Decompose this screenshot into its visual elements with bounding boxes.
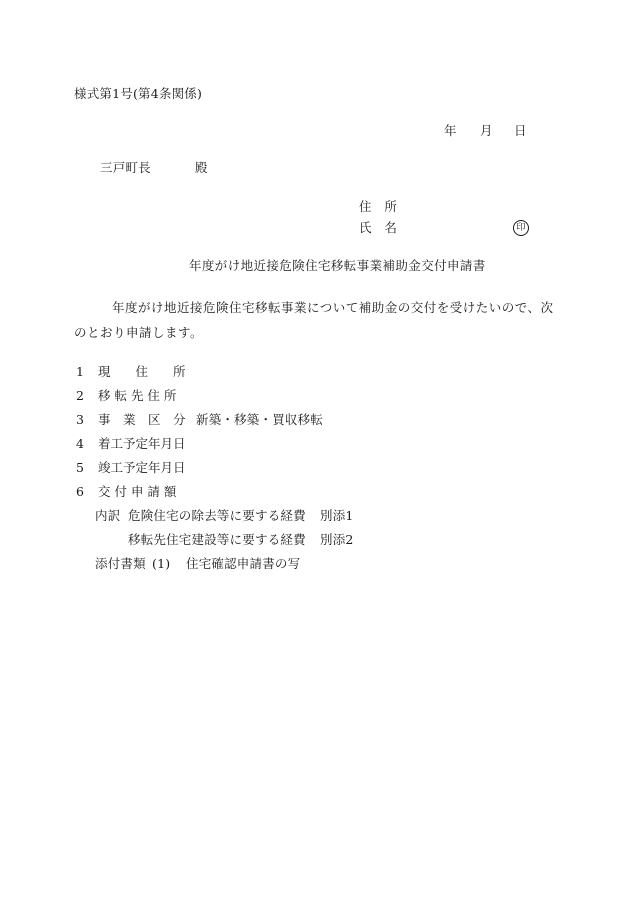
applicant-address-label: 住 所 (359, 199, 398, 214)
seal-mark (513, 219, 529, 236)
breakdown-label: 内訳 (95, 508, 121, 523)
item-label: 交 付 申 請 額 (98, 484, 177, 499)
list-item (76, 484, 196, 500)
date-day-label: 日 (514, 123, 527, 138)
seal-icon: 印 (513, 220, 529, 236)
item-label: 事 業 区 分 (98, 412, 186, 427)
list-item (76, 388, 196, 404)
item-number: 6 (76, 484, 85, 499)
list-item (76, 412, 323, 428)
breakdown-line2-ref: 別添2 (320, 532, 354, 547)
date-month-label: 月 (480, 123, 493, 138)
item-number: 4 (76, 436, 85, 451)
list-item (76, 460, 196, 476)
project-type-options: 新築・移築・買収移転 (196, 412, 324, 427)
breakdown-line1-text: 危険住宅の除去等に要する経費 (128, 508, 306, 523)
list-item (76, 364, 196, 380)
breakdown-line1-ref: 別添1 (320, 508, 354, 523)
list-item (76, 436, 196, 452)
item-label: 現 住 所 (98, 364, 186, 379)
document-title: 年度がけ地近接危険住宅移転事業補助金交付申請書 (189, 258, 486, 273)
attachments-label: 添付書類 (95, 556, 146, 571)
item-label: 着工予定年月日 (98, 436, 186, 451)
breakdown-line2-text: 移転先住宅建設等に要する経費 (128, 532, 306, 547)
applicant-name-label: 氏 名 (359, 220, 398, 235)
item-label: 移 転 先 住 所 (98, 388, 177, 403)
attachment-item-number: (1) (152, 556, 171, 571)
form-number: 様式第1号(第4条関係) (74, 86, 203, 101)
item-label: 竣工予定年月日 (98, 460, 186, 475)
application-statement: 年度がけ地近接危険住宅移転事業について補助金の交付を受けたいので、次のとおり申請します。 (74, 300, 554, 340)
attachment-item-text: 住宅確認申請書の写 (186, 556, 301, 571)
date-year-label: 年 (444, 123, 457, 138)
addressee-honorific: 殿 (195, 160, 208, 175)
item-number: 1 (76, 364, 85, 379)
item-number: 5 (76, 460, 85, 475)
item-number: 2 (76, 388, 85, 403)
item-number: 3 (76, 412, 85, 427)
addressee-name: 三戸町長 (100, 160, 151, 175)
